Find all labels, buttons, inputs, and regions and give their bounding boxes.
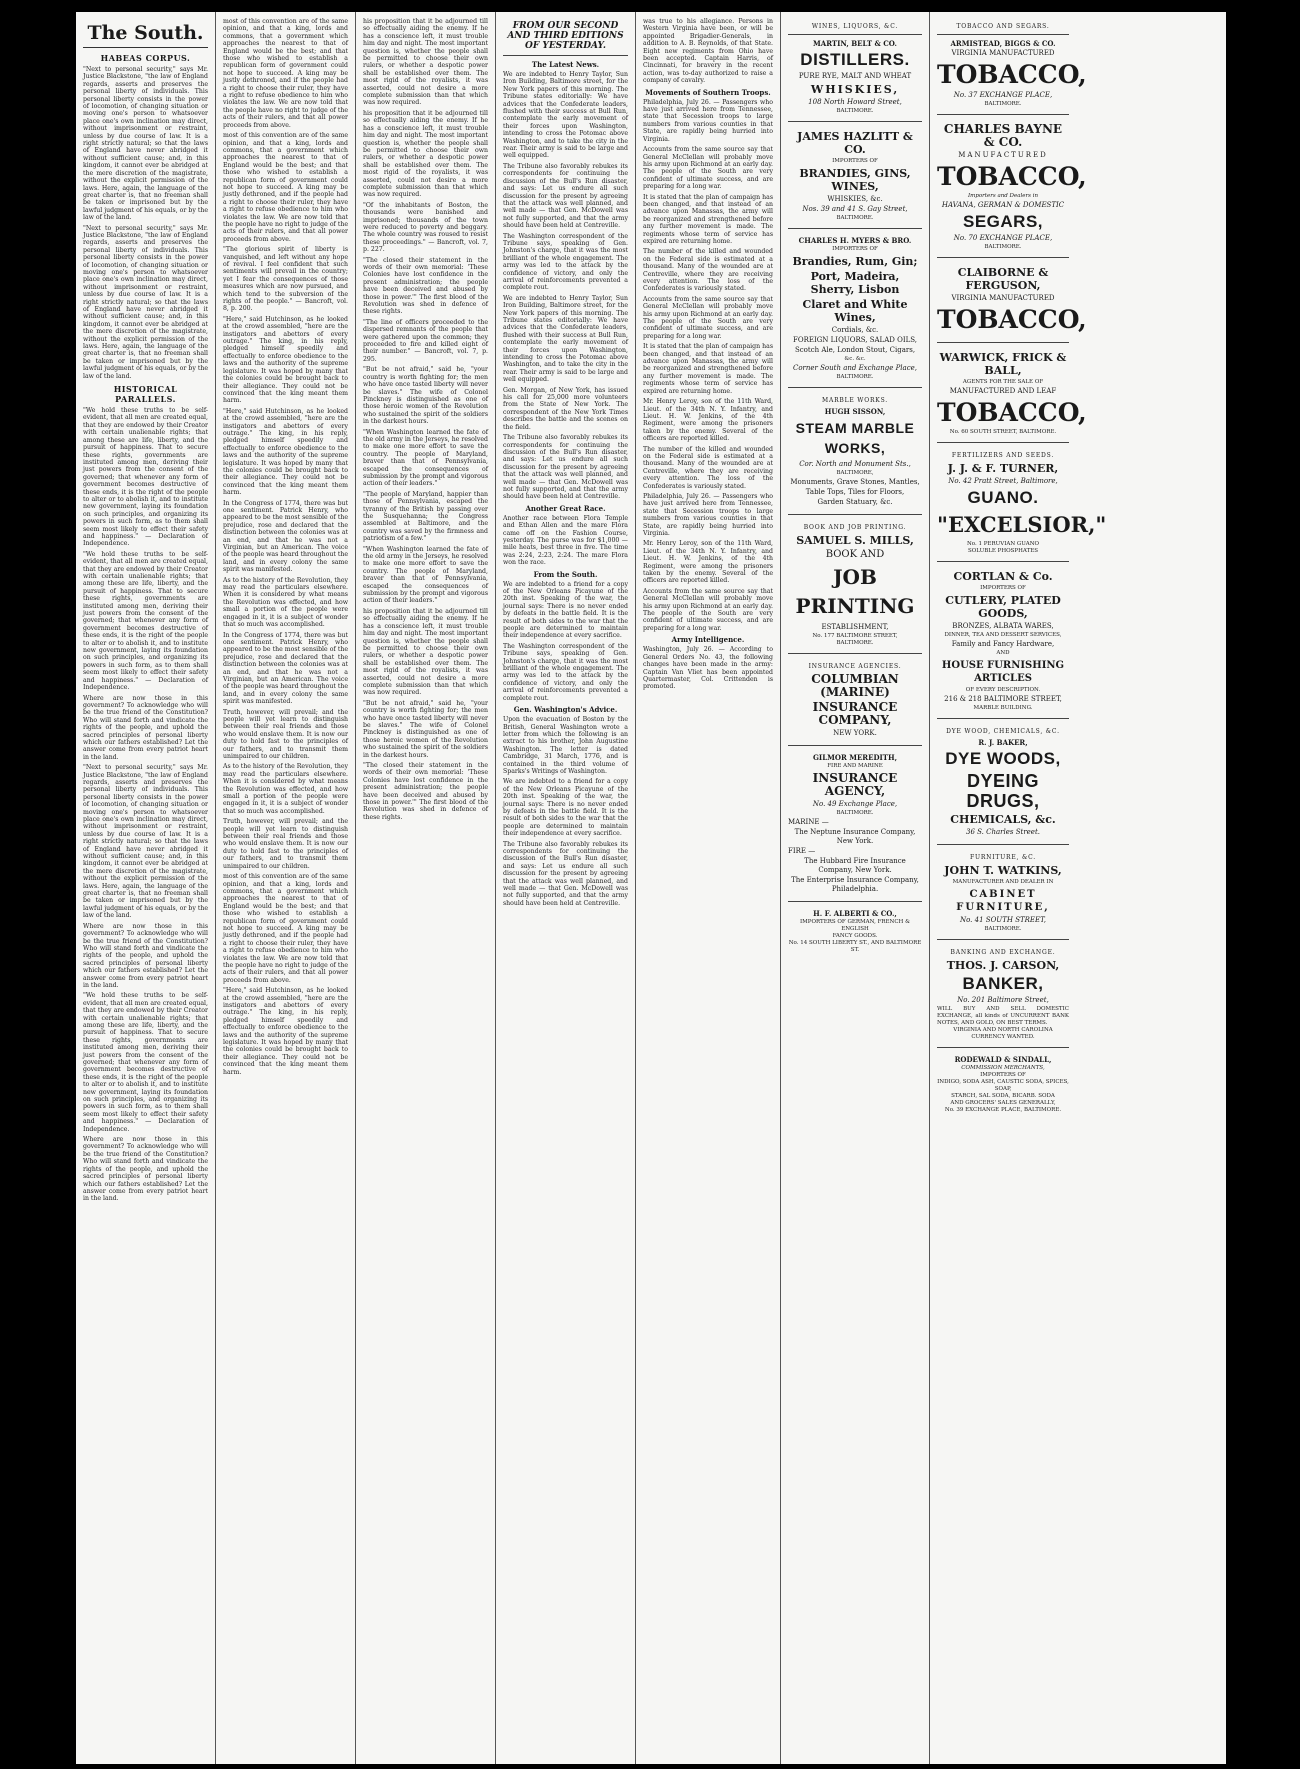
article-text: most of this convention are of the same opinion, and that a king, lords and commons, that a government which approaches the nearest to that of England would be the best; and that those who wished to establish a republican form of government could not hope to succeed. A king may be justly dethroned, and if the people had a right to choose their ruler, they have a right to refuse obedience to him who violates the law. We are now told that the people have no right to judge of the acts of their rulers, and that all power proceeds from above. [223,132,348,243]
article-text: Philadelphia, July 26. — Passengers who have just arrived here from Tennessee, state that Secession troops to large numbers from various counties in that State, are rapidly being hurried into Virginia. [643,98,773,143]
column-7-advertisements [930,12,1107,1764]
ad-line: BALTIMORE. [836,374,874,380]
article-text: Accounts from the same source say that General McClellan will probably move his army upon Richmond at an early day. The people of the South are very confident of ultimate success, and are preparing for a long war. [643,587,773,632]
article-text: Where are now those in this government? To acknowledge who will be the true friend of the Constitution? Who will stand forth and vindicate the rights of the people, and uphold the sacred principles of personal liberty which our fathers established? Let the answer come from every patriot heart in the land. [83,694,208,761]
ad-warwick-frick [937,347,1087,438]
article-text: As to the history of the Revolution, they may read the particulars elsewhere. When it is considered by what means the Revolution was effected, and how small a portion of the people were engaged in it, it is a subject of wonder that so much was accomplished. [223,763,348,815]
article-text: "But be not afraid," said he, "your country is worth fighting for; the men who have once tasted liberty will never be slaves." The wife of Colonel Pinckney is distinguished as one of those heroic women of the Revolution who sustained the spirit of the soldiers in the darkest hours. [363,366,488,426]
article-heading: Army Intelligence. [671,635,745,645]
article-text: Washington, July 26. — According to General Orders No. 43, the following changes have been made in the army: Captain Van Vliet has been appointed Quartermaster, Col. Crittenden is promoted. [643,646,773,691]
section-label: TOBACCO AND SEGARS. [956,23,1050,30]
ad-line: AGENTS FOR THE SALE OF [962,379,1044,385]
ad-line: BALTIMORE. [984,926,1022,932]
ad-line: No. 201 Baltimore Street, [957,996,1049,1004]
article-text: Philadelphia, July 26. — Passengers who have just arrived here from Tennessee, state that Secession troops to large numbers from various counties in that State, are rapidly being hurried into Virginia. [643,492,773,537]
column-6-advertisements [781,12,930,1764]
article-text: Where are now those in this government? To acknowledge who will be the true friend of the Constitution? Who will stand forth and vindicate the rights of the people, and uphold the sacred principles of personal liberty which our fathers established? Let the answer come from every patriot heart in the land. [83,922,208,989]
ad-rj-baker [937,723,1069,840]
divider [788,901,922,902]
article-heading: Another Great Race. [525,503,606,513]
article-heading: HABEAS CORPUS. [100,53,191,63]
article-heading: HISTORICAL PARALLELS. [113,384,178,405]
divider [937,342,1069,343]
ad-line: MANUFACTURER AND DEALER IN [952,879,1054,885]
article-text: We are indebted to a friend for a copy of the New Orleans Picayune of the 20th inst. Speaking of the war, the journal says: There is no never ended by defeats in the battle field. It is the result of both sides to the war that the people are determined to maintain their independence at every sacrifice. [503,580,628,640]
ad-line: Importers and Dealers in [967,193,1039,199]
ad-headline: INSURANCE AGENCY, [812,771,898,798]
ad-line: Scotch Ale, London Stout, Cigars, [794,346,916,354]
column-4 [496,12,636,1764]
ad-gilmor-meredith [788,750,922,897]
divider [937,34,1069,35]
article-text: The Washington correspondent of the Tribune says, speaking of Gen. Johnston's charge, that it was the most brilliant of the whole engagement. The army was led to the attack by the confidence of victory, and only the arrival of reinforcements prevented a complete rout. [503,642,628,702]
ad-line: The Enterprise Insurance Company, Philadelphia. [791,876,919,893]
ad-name: R. J. BAKER, [978,738,1028,747]
ad-headline: CABINET FURNITURE, [956,889,1050,913]
ad-line: Claret and White Wines, [802,298,908,324]
article-text: "We hold these truths to be self-evident, that all men are created equal, that they are endowed by their Creator with certain unalienable rights; that among these are life, liberty, and the pursuit of happiness. That to secure these rights, governments are instituted among men, deriving their just powers from the consent of the governed; that whenever any form of government becomes destructive of these ends, it is the right of the people to alter or to abolish it, and to institute new government, laying its foundation on such principles, and organizing its powers in such form, as to them shall seem most likely to effect their safety and happiness." — Declaration of Independence. [83,407,208,548]
ad-line: MARINE — [788,818,829,826]
ad-line: FIRE AND MARINE [827,763,883,769]
ad-alberti [788,906,922,956]
ad-line: Monuments, Grave Stones, Mantles, [790,478,920,486]
ad-line: IMPORTERS OF GERMAN, FRENCH & ENGLISH [799,919,911,932]
article-text: "But be not afraid," said he, "your country is worth fighting for; the men who have once tasted liberty will never be slaves." The wife of Colonel Pinckney is distinguished as one of those heroic women of the Revolution who sustained the spirit of the soldiers in the darkest hours. [363,699,488,759]
article-text: The Tribune also favorably rebukes its correspondents for continuing the discussion of the Bull's Run disaster, and says: Let us endure all such discussion for the present by agreeing that the attack was well planned, and well made — that Gen. McDowell was not fully supported, and that the army should have been held at Centreville. [503,162,628,230]
ad-line: SEGARS, [962,212,1044,231]
article-text: Mr. Henry Leroy, son of the 11th Ward, Lieut. of the 34th N. Y. Infantry, and Lieut. H. W. Jenkins, of the 4th Regiment, were among the prisoners taken by the enemy. Several of the officers are reported killed. [643,398,773,443]
section-label: DYE WOOD, CHEMICALS, &C. [946,728,1060,735]
article-text: We are indebted to Henry Taylor, Sun Iron Building, Baltimore street, for the New York papers of this morning. The Tribune states editorially: We have advices that the Confederate leaders, flushed with their success at Bull Run, contemplate the early movement of their forces upon Washington, intending to cross the Potomac above Washington, and to take the city in the rear. Their army is said to be large and well equipped. [503,71,628,160]
article-text: "When Washington learned the fate of the old army in the Jerseys, he resolved to make one more effort to save the country. The people of Maryland, braver than that of Pennsylvania, escaped the consequences of submission by the prompt and vigorous action of their leaders." [363,545,488,605]
article-heading: Gen. Washington's Advice. [513,705,618,715]
ad-cortlan [937,566,1069,714]
article-text: The Washington correspondent of the Tribune says, speaking of Gen. Johnston's charge, that it was the most brilliant of the whole engagement. The army was led to the attack by the confidence of victory, and only the arrival of reinforcements prevented a complete rout. [503,232,628,292]
ad-line: HAVANA, GERMAN & DOMESTIC [941,201,1065,209]
ad-line: NEW YORK. [833,729,877,737]
article-text: most of this convention are of the same opinion, and that a king, lords and commons, that a government which approaches the nearest to that of England would be the best; and that those who wished to establish a republican form of government could not hope to succeed. A king may be justly dethroned, and if the people had a right to choose their ruler, they have a right to refuse obedience to him who violates the law. We are now told that the people have no right to judge of the acts of their rulers, and that all power proceeds from above. [223,18,348,129]
ad-name: ARMISTEAD, BIGGS & CO. [950,39,1056,48]
ad-line: No. 14 SOUTH LIBERTY ST., AND BALTIMORE ST. [788,940,922,953]
ad-line: VIRGINIA MANUFACTURED [951,294,1055,302]
article-text: "The people of Maryland, happier than those of Pennsylvania, escaped the tyranny of the British by passing over the Susquehanna; the Congress assembled at Baltimore, and the country was saved by the firmness and patriotism of a few." [363,490,488,543]
section-label: WINES, LIQUORS, &C. [811,23,899,30]
article-text: We are indebted to Henry Taylor, Sun Iron Building, Baltimore street, for the New York papers of this morning. The Tribune states editorially: We have advices that the Confederate leaders, flushed with their success at Bull Run, contemplate the early movement of their forces upon Washington, intending to cross the Potomac above Washington, and to take the city in the rear. Their army is said to be large and well equipped. [503,294,628,384]
divider [503,55,628,56]
column-5 [636,12,781,1764]
article-text: "The closed their statement in the words of their own memorial: 'These Colonies have lost confidence in the present administration; the people have been deceived and abused by those in power.'" The first blood of the Revolution was shed in defence of these rights. [363,256,488,316]
ad-headline: DYE WOODS, [945,749,1061,768]
ad-name: SAMUEL S. MILLS, [796,534,914,547]
ad-samuel-mills [788,519,922,649]
article-text: The number of the killed and wounded on the Federal side is estimated at a thousand. Many of the wounded are at Centreville, where they are receiving every attention. The loss of the Confederates is variously stated. [643,248,773,293]
divider [937,1047,1069,1048]
article-text: Where are now those in this government? To acknowledge who will be the true friend of the Constitution? Who will stand forth and vindicate the rights of the people, and uphold the sacred principles of personal liberty which our fathers established? Let the answer come from every patriot heart in the land. [83,1136,208,1203]
article-text: "The glorious spirit of liberty is vanquished, and left without any hope of revival. I feel confident that such sentiments will prevail in the country; yet I fear the consequences of those measures which are now pursued, and which tend to the subversion of the rights of the people." — Bancroft, vol. 8, p. 200. [223,246,348,313]
ad-line: HOUSE FURNISHING ARTICLES [941,660,1065,684]
article-text: "We hold these truths to be self-evident, that all men are created equal, that they are endowed by their Creator with certain unalienable rights; that among these are life, liberty, and the pursuit of happiness. That to secure these rights, governments are instituted among men, deriving their just powers from the consent of the governed; that whenever any form of government becomes destructive of these ends, it is the right of the people to alter or to abolish it, and to institute new government, laying its foundation on such principles, and organizing its powers in such form, as to them shall seem most likely to effect their safety and happiness." — Declaration of Independence. [83,550,208,692]
ad-line: AND GROCERS' SALES GENERALLY, [950,1100,1056,1106]
divider [937,257,1069,258]
ad-headline: TOBACCO, [937,60,1087,89]
article-text: Truth, however, will prevail; and the people will yet learn to distinguish between their real friends and those who would enslave them. It is now our duty to hold fast to the principles of our fathers, and to transmit them unimpaired to our children. [223,818,348,870]
ad-headline: TOBACCO, [937,305,1087,334]
ad-line: IMPORTERS OF [832,246,878,252]
section-label: MARBLE WORKS. [822,397,888,404]
article-text: "Next to personal security," says Mr. Justice Blackstone, "the law of England regards, asserts and preserves the personal liberty of individuals. This personal liberty consists in the power of locomotion, of changing situation or moving one's person to whatsoever place one's own inclination may direct, without imprisonment or restraint, unless by due course of law. It is a right strictly natural; so that the laws of England have never abridged it without sufficient cause; and, in this kingdom, it cannot ever be abridged at the mere discretion of the magistrate, without the explicit permission of the laws. Here, again, the language of the great charter is, that no freeman shall be taken or imprisoned but by the lawful judgment of his equals, or by the law of the land. [83,764,208,920]
ad-line: BALTIMORE. [836,640,874,646]
ad-line: 108 North Howard Street, [808,98,902,106]
ad-line: BALTIMORE. [984,101,1022,107]
ad-line: BALTIMORE, [836,470,874,476]
newspaper-page [76,12,1226,1764]
ad-martin-belt [788,18,922,117]
ad-line: IMPORTERS OF [980,1072,1026,1078]
ad-name: JOHN T. WATKINS, [944,864,1062,877]
article-text: Accounts from the same source say that General McClellan will probably move his army upon Richmond at an early day. The people of the South are very confident of ultimate success, and are preparing for a long war. [643,295,773,340]
ad-line: WHISKIES, &c. [827,195,883,203]
ad-line: Garden Statuary, &c. [817,498,893,506]
divider [937,114,1069,115]
article-text: Mr. Henry Leroy, son of the 11th Ward, Lieut. of the 34th N. Y. Infantry, and Lieut. H. W. Jenkins, of the 4th Regiment, were among the prisoners taken by the enemy. Several of the officers are reported killed. [643,540,773,585]
divider [937,844,1069,845]
ad-name: THOS. J. CARSON, [946,959,1060,972]
ad-line: No. 70 EXCHANGE PLACE, [953,234,1053,242]
ad-line: The Hubbard Fire Insurance Company, New York. [804,857,906,874]
ad-name: H. F. ALBERTI & CO., [813,909,897,918]
ad-line: Cor. North and Monument Sts., [799,460,911,468]
ad-name: WARWICK, FRICK & BALL, [939,351,1067,377]
divider [788,514,922,515]
ad-line: Table Tops, Tiles for Floors, [805,488,905,496]
ad-name: COLUMBIAN (MARINE) [811,672,899,699]
section-label: FERTILIZERS AND SEEDS. [951,452,1055,459]
section-label: FURNITURE, &C. [970,854,1036,861]
article-text: Gen. Morgan, of New York, has issued his call for 25,000 more volunteers from the State of New York. The correspondent of the New York Times describes the battle and the scenes on the field. [503,386,628,431]
masthead: The South. [83,22,208,48]
article-text: Upon the evacuation of Boston by the British, General Washington wrote a letter from which the following is an extract to his brother, John Augustine Washington. The letter is dated Cambridge, 31 March, 1776, and is contained in the third volume of Sparks's Writings of Washington. [503,716,628,775]
ad-headline: STEAM MARBLE WORKS, [795,420,915,456]
divider [937,939,1069,940]
ad-line: INDIGO, SODA ASH, CAUSTIC SODA, SPICES, SOAP, [937,1079,1069,1092]
ad-line: COMMISSION MERCHANTS, [961,1065,1045,1071]
ad-line: SOLUBLE PHOSPHATES [967,548,1039,554]
article-text: "Here," said Hutchinson, as he looked at the crowd assembled, "here are the instigators and abettors of every outrage." The king, in his reply, pledged himself speedily and effectually to enforce obedience to the laws and the authority of the supreme legislature. It was hoped by many that the colonies could be brought back to their allegiance. They could not be convinced that the king meant them harm. [223,315,348,405]
ad-line: DINNER, TEA AND DESSERT SERVICES, [944,632,1062,638]
article-heading: The Latest News. [531,60,600,69]
article-text: "We hold these truths to be self-evident, that all men are created equal, that they are endowed by their Creator with certain unalienable rights; that among these are life, liberty, and the pursuit of happiness. That to secure these rights, governments are instituted among men, deriving their just powers from the consent of the governed; that whenever any form of government becomes destructive of these ends, it is the right of the people to alter or to abolish it, and to institute new government, laying its foundation on such principles, and organizing its powers in such form, as to them shall seem most likely to effect their safety and happiness." — Declaration of Independence. [83,992,208,1133]
ad-turner-guano [937,447,1107,557]
ad-line: No. 39 EXCHANGE PLACE, BALTIMORE. [944,1107,1062,1113]
ad-line: OF EVERY DESCRIPTION. [965,687,1041,693]
ad-line: FIRE — [788,847,816,855]
ad-thos-carson [937,944,1069,1043]
ad-line: Brandies, Rum, Gin; [792,255,918,268]
article-text: was true to his allegiance. Persons in Western Virginia have been, or will be appointed Brigadier-Generals, in addition to A. B. Reynolds, of that State. Eight new regiments from Ohio have been accepted. Captain Harris, of Cincinnati, for bravery in the recent action, was to-day authorized to raise a company of cavalry. [643,18,773,85]
ad-line: AND [996,650,1010,656]
ad-line: Family and Fancy Hardware, [951,640,1055,648]
ad-line: CUTLERY, PLATED GOODS, [945,594,1061,620]
ad-line: MANUFACTURED [958,151,1048,159]
ad-name: CORTLAN & Co. [953,570,1053,583]
article-text: "Of the inhabitants of Boston, the thousands were banished and imprisoned; thousands of the town were reduced to poverty and beggary. The whole country was roused to resist these proceedings." — Bancroft, vol. 7, p. 227. [363,201,488,254]
ad-name: MARTIN, BELT & CO. [813,39,897,48]
article-text: The Tribune also favorably rebukes its correspondents for continuing the discussion of the Bull's Run disaster, and says: Let us endure all such discussion for the present by agreeing that the attack was well planned, and well made — that Gen. McDowell was not fully supported, and that the army should have been held at Centreville. [503,434,628,501]
ad-line: No. 41 SOUTH STREET, [959,916,1047,924]
ad-line: STARCH, SAL SODA, BICARB. SODA [951,1093,1055,1099]
article-text: We are indebted to a friend for a copy of the New Orleans Picayune of the 20th inst. Speaking of the war, the journal says: There is no never ended by defeats in the battle field. It is the result of both sides to the war that the people are determined to maintain their independence at every sacrifice. [503,778,628,838]
ad-line: No. 1 PERUVIAN GUANO [966,541,1040,547]
section-label: BOOK AND JOB PRINTING. [803,524,907,531]
ad-line: No. 177 BALTIMORE STREET, [812,633,898,639]
article-text: most of this convention are of the same opinion, and that a king, lords and commons, that a government which approaches the nearest to that of England would be the best; and that those who wished to establish a republican form of government could not hope to succeed. A king may be justly dethroned, and if the people had a right to choose their ruler, they have a right to refuse obedience to him who violates the law. We are now told that the people have no right to judge of the acts of their rulers, and that all power proceeds from above. [223,873,348,984]
ad-line: MANUFACTURED AND LEAF [949,387,1057,395]
section-label: INSURANCE AGENCIES. [808,663,902,670]
ad-name: CLAIBORNE & FERGUSON, [957,266,1049,292]
ad-claiborne-ferguson [937,262,1087,338]
news-section-heading: FROM OUR SECOND AND THIRD EDITIONS OF YESTERDAY. [507,21,624,51]
ad-headline: "EXCELSIOR," [937,512,1107,537]
divider [788,228,922,229]
ad-headline: TOBACCO, [937,398,1087,427]
ad-columbian-insurance [788,658,922,741]
article-heading: From the South. [533,569,598,579]
article-text: "Next to personal security," says Mr. Justice Blackstone, "the law of England regards, asserts and preserves the personal liberty of individuals. This personal liberty consists in the power of locomotion, of changing situation or moving one's person to whatsoever place one's own inclination may direct, without imprisonment or restraint, unless by due course of law. It is a right strictly natural; so that the laws of England have never abridged it without sufficient cause; and, in this kingdom, it cannot ever be abridged at the mere discretion of the magistrate, without the explicit permission of the laws. Here, again, the language of the great charter is, that no freeman shall be taken or imprisoned but by the lawful judgment of his equals, or by the law of the land. [83,66,208,222]
article-text: his proposition that it be adjourned till so effectually aiding the enemy. If he has a conscience left, it must trouble him day and night. The most important question is, whether the people shall be permitted to choose their own rulers, or whether a despotic power shall be established over them. The most rigid of the royalists, it was asserted, could not desire a more complete submission than that which was now required. [363,607,488,697]
ad-charles-myers [788,233,922,383]
ad-line: FANCY GOODS. [832,933,878,939]
ad-rodewald-sindall [937,1052,1069,1116]
ad-line: WILL BUY AND SELL DOMESTIC EXCHANGE, all kinds of UNCURRENT BANK NOTES, AND GOLD, ON BEST TERMS. [937,1006,1069,1026]
divider [788,745,922,746]
article-text: As to the history of the Revolution, they may read the particulars elsewhere. When it is considered by what means the Revolution was effected, and how small a portion of the people were engaged in it, it is a subject of wonder that so much was accomplished. [223,576,348,629]
ad-name: RODEWALD & SINDALL, [954,1055,1052,1064]
divider [788,653,922,654]
divider [788,121,922,122]
ad-line: BALTIMORE. [836,215,874,221]
ad-john-watkins [937,849,1069,935]
ad-line: IMPORTERS OF [980,585,1026,591]
ad-line: VIRGINIA MANUFACTURED [951,49,1055,57]
ad-line: BALTIMORE. [836,810,874,816]
ad-line: 216 & 218 BALTIMORE STREET, [944,695,1062,703]
article-text: Accounts from the same source say that General McClellan will probably move his army upon Richmond at an early day. The people of the South are very confident of ultimate success, and are preparing for a long war. [643,146,773,191]
ad-headline: BANKER, [962,974,1044,993]
divider [788,387,922,388]
ad-line: CHEMICALS, &c. [950,813,1056,826]
article-text: In the Congress of 1774, there was but one sentiment. Patrick Henry, who appeared to be the most sensible of the prejudice, rose and declared that the distinction between the colonies was at an end, and that he was not a Virginian, but an American. The voice of the people was heard throughout the land, and in every colony the same spirit was manifested. [223,631,348,706]
article-text: It is stated that the plan of campaign has been changed, and that instead of an advance upon Manassas, the army will be reorganized and strengthened before any further movement is made. The regiments whose term of service has expired are returning home. [643,343,773,395]
ad-name: HUGH SISSON, [824,407,886,416]
ad-headline: DYEING DRUGS, [966,771,1040,811]
ad-line: WHISKIES, [810,83,900,96]
article-text: "Next to personal security," says Mr. Justice Blackstone, "the law of England regards, asserts and preserves the personal liberty of individuals. This personal liberty consists in the power of locomotion, of changing situation or moving one's person to whatsoever place one's own inclination may direct, without imprisonment or restraint, unless by due course of law. It is a right strictly natural; so that the laws of England have never abridged it without sufficient cause; and, in this kingdom, it cannot ever be abridged at the mere discretion of the magistrate, without the explicit permission of the laws. Here, again, the language of the great charter is, that no freeman shall be taken or imprisoned but by the lawful judgment of his equals, or by the law of the land. [83,224,208,380]
ad-line: No. 49 Exchange Place, [812,800,898,808]
article-text: In the Congress of 1774, there was but one sentiment. Patrick Henry, who appeared to be the most sensible of the prejudice, rose and declared that the distinction between the colonies was at an end, and that he was not a Virginian, but an American. The voice of the people was heard throughout the land, and in every colony the same spirit was manifested. [223,499,348,574]
divider [788,34,922,35]
ad-name: CHARLES H. MYERS & BRO. [798,236,912,245]
ad-line: BALTIMORE. [836,108,874,114]
ad-name: GILMOR MEREDITH, [812,753,898,762]
article-text: "When Washington learned the fate of the old army in the Jerseys, he resolved to make one more effort to save the country. The people of Maryland, braver than that of Pennsylvania, escaped the consequences of submission by the prompt and vigorous action of their leaders." [363,428,488,488]
article-text: his proposition that it be adjourned till so effectually aiding the enemy. If he has a conscience left, it must trouble him day and night. The most important question is, whether the people shall be permitted to choose their own rulers, or whether a despotic power shall be established over them. The most rigid of the royalists, it was asserted, could not desire a more complete submission than that which was now required. [363,18,488,107]
ad-charles-bayne [937,119,1087,253]
ad-line: No. 42 Pratt Street, Baltimore, [948,477,1058,485]
article-heading: Movements of Southern Troops. [645,87,771,97]
divider [937,561,1069,562]
article-text: Truth, however, will prevail; and the people will yet learn to distinguish between their real friends and those who would enslave them. It is now our duty to hold fast to the principles of our fathers, and to transmit them unimpaired to our children. [223,708,348,760]
ad-line: FOREIGN LIQUORS, SALAD OILS, [792,336,918,344]
column-3 [356,12,496,1764]
article-text: "Here," said Hutchinson, as he looked at the crowd assembled, "here are the instigators and abettors of every outrage." The king, in his reply, pledged himself speedily and effectually to enforce obedience to the laws and the authority of the supreme legislature. It was hoped by many that the colonies could be brought back to their allegiance. They could not be convinced that the king meant them harm. [223,987,348,1076]
article-text: "The line of officers proceeded to the dispersed remnants of the people that were gathered upon the common; they proceeded to fire and killed eight of their number." — Bancroft, vol. 7, p. 295. [363,318,488,363]
ad-headline: GUANO. [967,488,1039,507]
article-text: his proposition that it be adjourned till so effectually aiding the enemy. If he has a conscience left, it must trouble him day and night. The most important question is, whether the people shall be permitted to choose their own rulers, or whether a despotic power shall be established over them. The most rigid of the royalists, it was asserted, could not desire a more complete submission than that which was now required. [363,109,488,199]
ad-line: BRONZES, ALBATA WARES, [952,622,1054,630]
ad-hugh-sisson [788,392,922,510]
ad-line: The Neptune Insurance Company, New York. [794,828,916,845]
ad-james-hazlitt [788,126,922,224]
column-1 [76,12,216,1764]
article-text: "The closed their statement in the words of their own memorial: 'These Colonies have lost confidence in the present administration; the people have been deceived and abused by those in power.'" The first blood of the Revolution was shed in defence of these rights. [363,762,488,821]
ad-line: No. 37 EXCHANGE PLACE, [953,91,1053,99]
ad-line: INSURANCE COMPANY, [812,700,898,727]
ad-line: Port, Madeira, Sherry, Lisbon [810,270,900,296]
column-2 [216,12,356,1764]
ad-headline: TOBACCO, [937,162,1087,191]
ad-line: BOOK AND [825,549,885,560]
ad-line: No. 60 SOUTH STREET, BALTIMORE. [949,429,1057,435]
ad-line: PURE RYE, MALT AND WHEAT [798,72,912,80]
ad-line: MARBLE BUILDING. [973,705,1033,711]
ad-line: &c. &c. [844,356,866,362]
ad-armistead-biggs [937,18,1087,110]
article-text: It is stated that the plan of campaign has been changed, and that instead of an advance upon Manassas, the army will be reorganized and strengthened before any further movement is made. The regiments whose term of service has expired are returning home. [643,193,773,245]
ad-line: Nos. 39 and 41 S. Gay Street, [802,205,908,213]
ad-name: CHARLES BAYNE & CO. [943,122,1063,149]
ad-line: VIRGINIA AND NORTH CAROLINA CURRENCY WANTED. [953,1027,1053,1040]
article-text: The number of the killed and wounded on the Federal side is estimated at a thousand. Many of the wounded are at Centreville, where they are receiving every attention. The loss of the Confederates is variously stated. [643,445,773,490]
ad-line: BALTIMORE. [984,244,1022,250]
ad-line: 36 S. Charles Street. [966,828,1040,836]
ad-line: Corner South and Exchange Place, [792,364,918,372]
article-text: Another race between Flora Temple and Ethan Allen and the mare Flora came off on the Fashion Course, yesterday. The purse was for $1,000 — mile heats, best three in five. The time was 2:24, 2:23, 2:24. The mare Flora won the race. [503,514,628,567]
divider [937,718,1069,719]
ad-line: BRANDIES, GINS, WINES, [799,167,911,193]
ad-line: Cordials, &c. [831,326,879,334]
ad-line: ESTABLISHMENT, [821,623,889,631]
ad-name: J. J. & F. TURNER, [947,462,1059,475]
divider [937,442,1069,443]
article-text: The Tribune also favorably rebukes its correspondents for continuing the discussion of the Bull's Run disaster, and says: Let us endure all such discussion for the present by agreeing that the attack was well planned, and well made — that Gen. McDowell was not fully supported, and that the army should have been held at Centreville. [503,840,628,907]
ad-name: JAMES HAZLITT & CO. [797,130,913,156]
ad-line: IMPORTERS OF [832,158,878,164]
article-text: "Here," said Hutchinson, as he looked at the crowd assembled, "here are the instigators and abettors of every outrage." The king, in his reply, pledged himself speedily and effectually to enforce obedience to the laws and the authority of the supreme legislature. It was hoped by many that the colonies could be brought back to their allegiance. They could not be convinced that the king meant them harm. [223,407,348,497]
ad-headline: JOB PRINTING [795,565,915,618]
section-label: BANKING AND EXCHANGE. [950,949,1056,956]
ad-headline: DISTILLERS. [800,50,910,69]
